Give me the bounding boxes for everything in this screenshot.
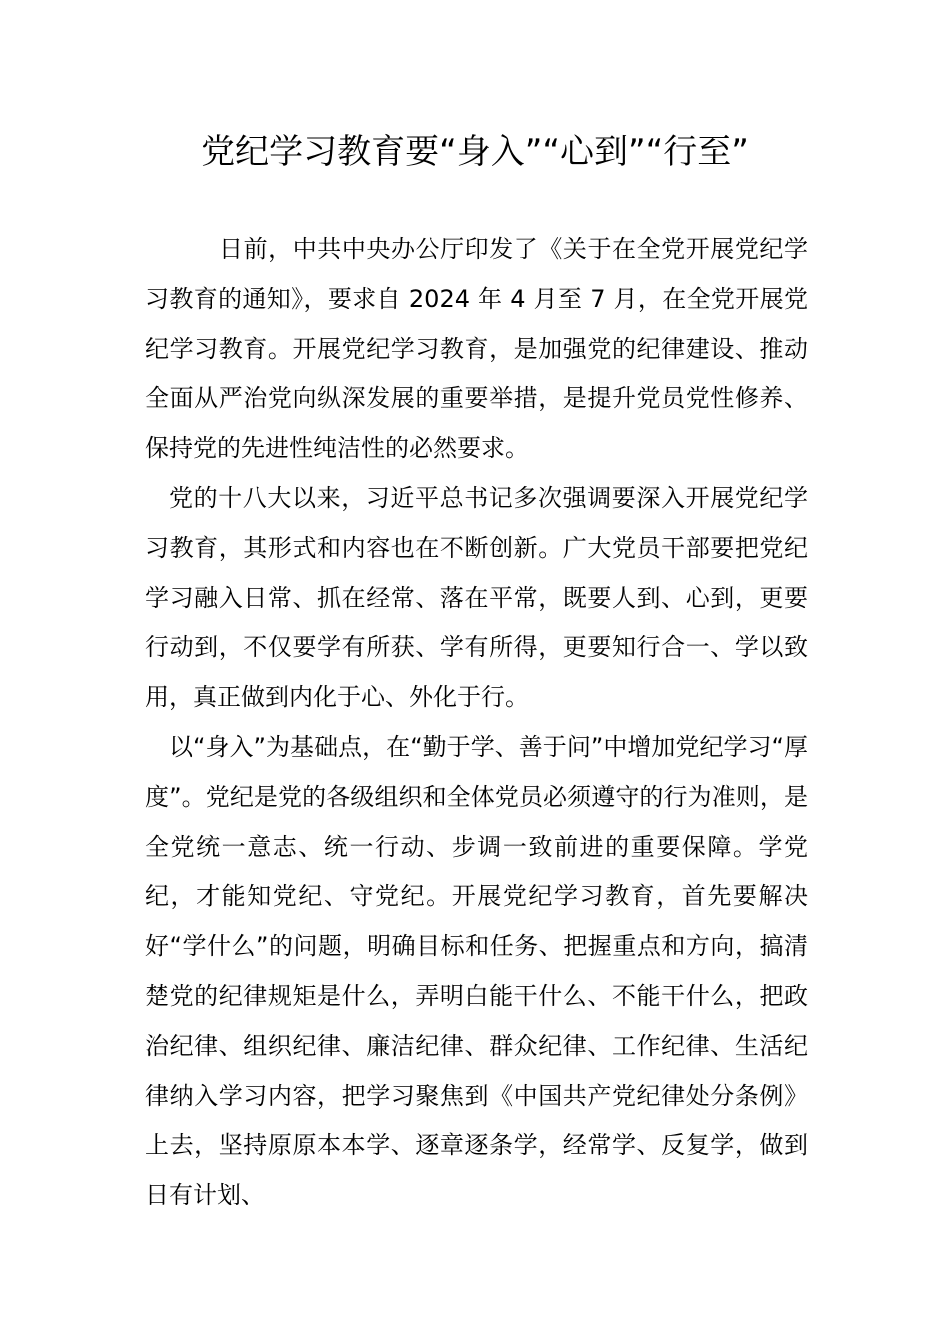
document-title: 党纪学习教育要“身入”“心到”“行至” [201, 132, 749, 172]
paragraph-3: 以“身入”为基础点，在“勤于学、善于问”中增加党纪学习“厚度”。党纪是党的各级组织和全体党员必须遵守的行为准则，是全党统一意志、统一行动、步调一致前进的重要保障。学党纪，才能知党纪、守党纪。开展党纪学习教育，首先要解决好“学什么”的问题，明确目标和任务、把握重点和方向，搞清楚党的纪律规矩是什么，弄明白能干什么、不能干什么，把政治纪律、组织纪律、廉洁纪律、群众纪律、工作纪律、生活纪律纳入学习内容，把学习聚焦到《中国共产党纪律处分条例》上去，坚持原原本本学、逐章逐条学，经常学、反复学，做到日有计划、 [145, 732, 808, 1210]
document-body [145, 225, 808, 1221]
paragraph-1: 日前，中共中央办公厅印发了《关于在全党开展党纪学习教育的通知》，要求自 2024 年 4 月至 7 月，在全党开展党纪学习教育。开展党纪学习教育，是加强党的纪律建设、推动全面从严治党向纵深发展的重要举措，是提升党员党性修养、保持党的先进性纯洁性的必然要求。 [145, 235, 808, 463]
paragraph-2: 党的十八大以来，习近平总书记多次强调要深入开展党纪学习教育，其形式和内容也在不断创新。广大党员干部要把党纪学习融入日常、抓在经常、落在平常，既要人到、心到，更要行动到，不仅要学有所获、学有所得，更要知行合一、学以致用，真正做到内化于心、外化于行。 [145, 483, 808, 712]
